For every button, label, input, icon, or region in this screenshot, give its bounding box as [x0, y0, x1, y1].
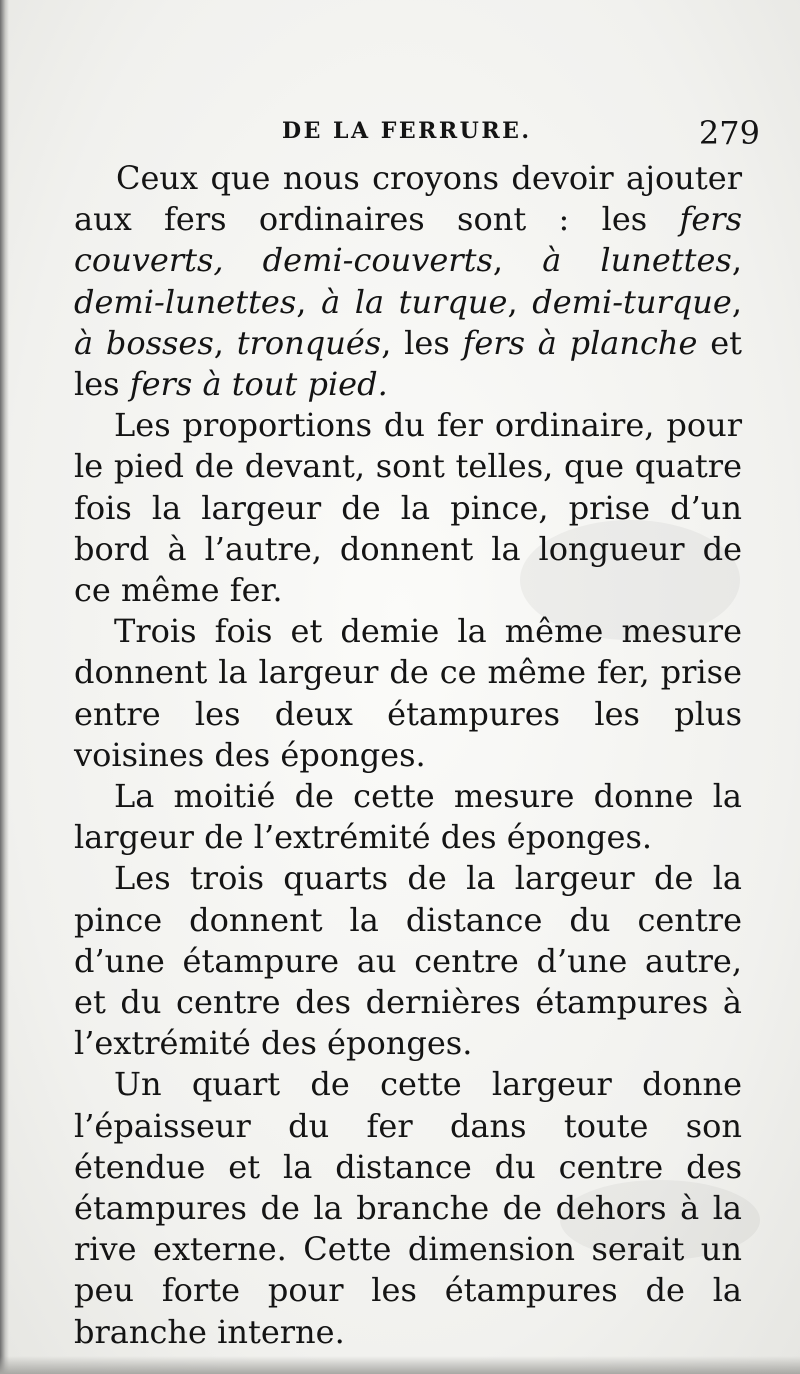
- italic-text: tronqués: [236, 323, 382, 362]
- italic-text: à lunettes: [542, 241, 732, 280]
- italic-text: demi-lunettes: [74, 282, 297, 321]
- paragraph: [74, 776, 742, 858]
- text-run: Un quart de cette largeur donne l’épaisseur du fer dans toute son étendue et la distance du centre des étampures de la branche de dehors à la rive externe. Cette dimension serait un peu forte pour les étampures de la branche interne.: [74, 1065, 742, 1351]
- paragraph: [74, 405, 742, 611]
- text-run: et les: [74, 323, 743, 404]
- italic-text: demi-turque: [532, 282, 732, 321]
- page-bottom-edge-shadow: [0, 1356, 800, 1374]
- italic-text: fers couverts, demi-couverts: [74, 200, 742, 280]
- italic-text: à bosses: [74, 323, 214, 362]
- running-title: DE LA FERRURE.: [282, 118, 532, 144]
- page-number: 279: [698, 114, 760, 152]
- text-run: ,: [507, 282, 533, 321]
- paragraph: [74, 158, 742, 405]
- text-run: Trois fois et demie la même mesure donnent la largeur de ce même fer, prise entre les deux étampures les plus voisines des éponges.: [74, 612, 742, 774]
- text-run: , les: [381, 323, 463, 362]
- text-run: ,: [213, 323, 237, 362]
- body-text: [74, 158, 742, 1353]
- text-run: Les trois quarts de la largeur de la pince donnent la distance du centre d’une étampure au centre d’une autre, et du centre des dernières étampures à l’extrémité des éponges.: [74, 859, 742, 1063]
- text-run: Les proportions du fer ordinaire, pour le pied de devant, sont telles, que quatre fois la largeur de la pince, prise d’un bord à l’autre, donnent la longueur de ce même fer.: [74, 406, 742, 610]
- paragraph: [74, 858, 742, 1064]
- paragraph: [74, 611, 742, 776]
- text-run: ,: [731, 241, 743, 280]
- text-run: ,: [492, 241, 543, 280]
- text-run: ,: [296, 282, 322, 321]
- italic-text: fers à tout pied.: [129, 365, 388, 404]
- text-run: ,: [731, 282, 743, 321]
- paragraph: [74, 1064, 742, 1352]
- italic-text: à la turque: [321, 282, 508, 321]
- page-left-edge-shadow: [0, 0, 9, 1374]
- text-run: Ceux que nous croyons devoir ajouter aux fers ordinaires sont : les: [74, 159, 742, 239]
- italic-text: fers à planche: [462, 323, 698, 362]
- running-header: [70, 112, 760, 162]
- text-run: La moitié de cette mesure donne la largeur de l’extrémité des éponges.: [74, 777, 742, 857]
